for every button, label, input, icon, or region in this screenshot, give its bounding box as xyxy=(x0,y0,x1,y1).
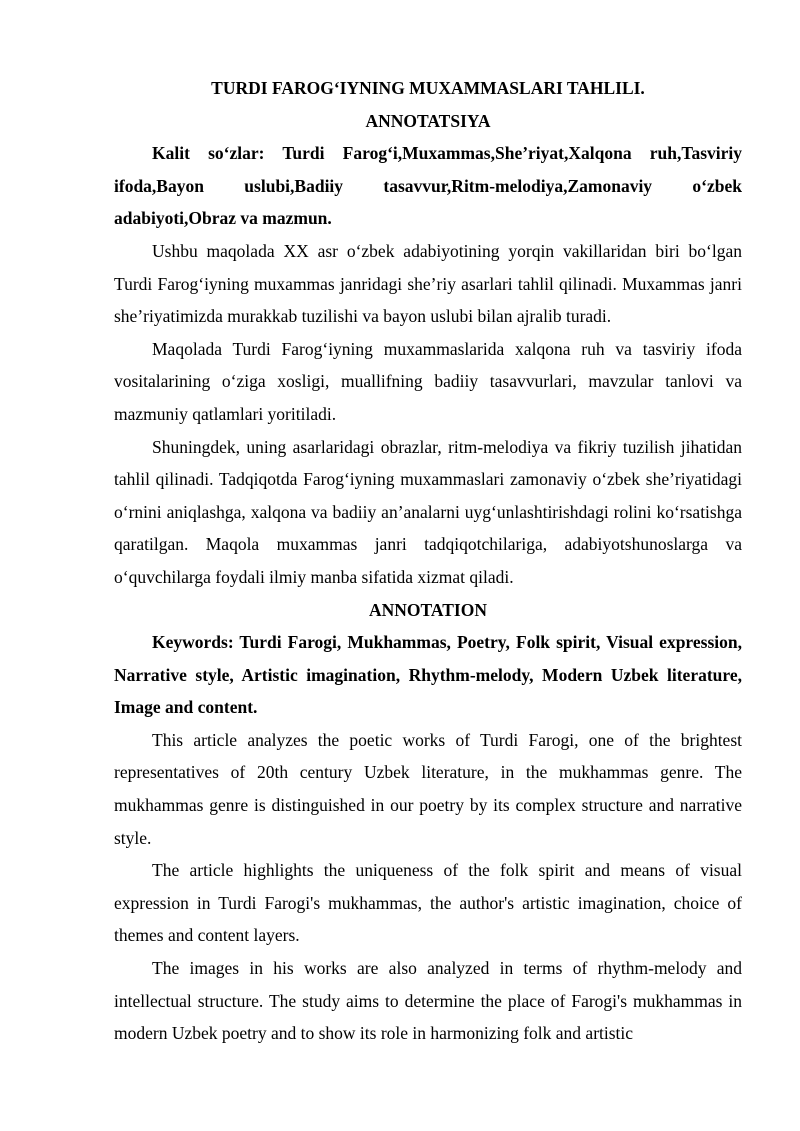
uz-paragraph-2: Maqolada Turdi Farog‘iyning muxammaslarida xalqona ruh va tasviriy ifoda vositalarining o‘ziga xosligi, muallifning badiiy tasavvurlari, mavzular tanlovi va mazmuniy qatlamlari yoritiladi. xyxy=(114,338,742,424)
en-keywords: Keywords: Turdi Farogi, Mukhammas, Poetry, Folk spirit, Visual expression, Narrative style, Artistic imagination, Rhythm-melody, Modern Uzbek literature, Image and content. xyxy=(114,632,742,718)
uz-paragraph-1: Ushbu maqolada XX asr o‘zbek adabiyotining yorqin vakillaridan biri bo‘lgan Turdi Farog‘iyning muxammas janridagi she’riy asarlari tahlil qilinadi. Muxammas janri she’riyatimizda murakkab tuzilishi va bayon uslubi bilan ajralib turadi. xyxy=(114,240,742,327)
en-paragraph-3: The images in his works are also analyzed in terms of rhythm-melody and intellectual structure. The study aims to determine the place of Farogi's mukhammas in modern Uzbek poetry and to show its role in harmonizing folk and artistic xyxy=(114,958,742,1044)
en-paragraph-2: The article highlights the uniqueness of the folk spirit and means of visual expression in Turdi Farogi's mukhammas, the author's artistic imagination, choice of themes and content layers. xyxy=(114,860,742,946)
article-title: TURDI FAROG‘IYNING MUXAMMASLARI TAHLILI. xyxy=(211,78,645,98)
uz-annotation-heading: ANNOTATSIYA xyxy=(365,110,491,131)
en-annotation-heading: ANNOTATION xyxy=(369,599,487,620)
en-paragraph-1: This article analyzes the poetic works of Turdi Farogi, one of the brightest representatives of 20th century Uzbek literature, in the mukhammas genre. The mukhammas genre is distinguished in our poetry by its complex structure and narrative style. xyxy=(114,729,742,848)
uz-keywords: Kalit so‘zlar: Turdi Farog‘i,Muxammas,She’riyat,Xalqona ruh,Tasviriy ifoda,Bayon uslubi,Badiiy tasavvur,Ritm-melodiya,Zamonaviy o‘zbek adabiyoti,Obraz va mazmun. xyxy=(114,143,742,229)
uz-paragraph-3: Shuningdek, uning asarlaridagi obrazlar, ritm-melodiya va fikriy tuzilish jihatidan tahlil qilinadi. Tadqiqotda Farog‘iyning muxammaslari zamonaviy o‘zbek she’riyatidagi o‘rnini aniqlashga, xalqona va badiiy an’analarni uyg‘unlashtirishdagi rolini ko‘rsatishga qaratilgan. Maqola muxammas janri tadqiqotchilariga, adabiyotshunoslarga va o‘quvchilarga foydali ilmiy manba sifatida xizmat qiladi. xyxy=(114,436,742,587)
document-page xyxy=(114,72,742,1050)
